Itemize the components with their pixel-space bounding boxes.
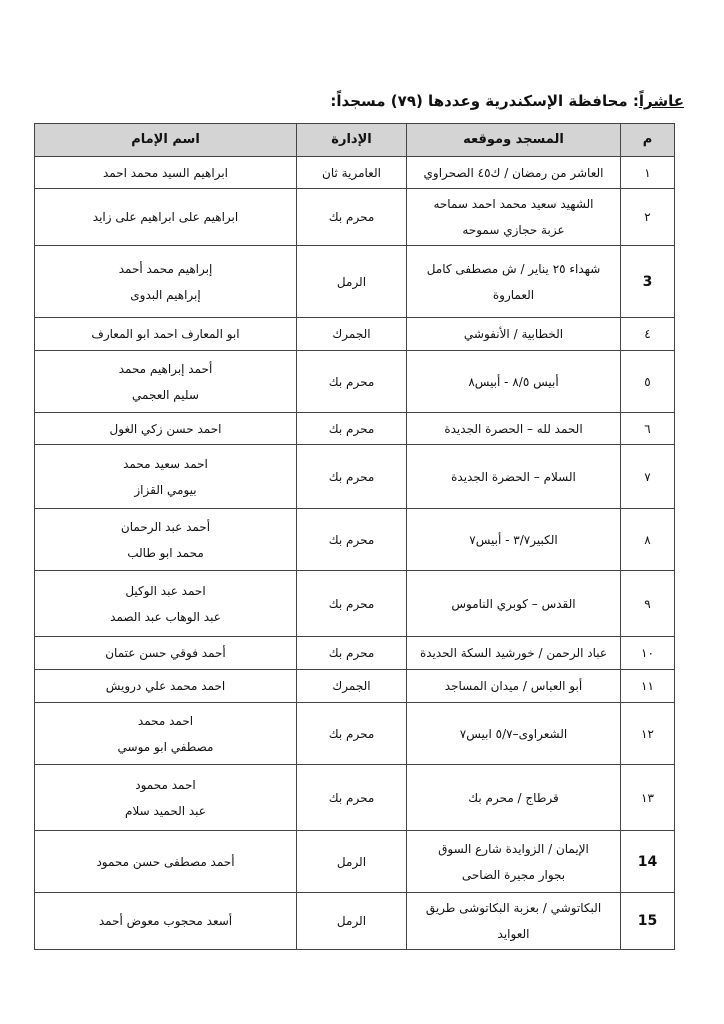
heading-rest: : محافظة الإسكندرية وعددها (٧٩) مسجداً: [330,92,639,110]
imam-cell [35,893,297,950]
admin-cell: الرمل [297,831,407,893]
imam-line: إبراهيم محمد أحمد [118,261,213,276]
admin-cell: محرم بك [297,445,407,509]
mosques-table [34,123,675,950]
mosque-line: الشهيد سعيد محمد احمد سماحه [433,197,594,211]
admin-cell: محرم بك [297,703,407,765]
admin-cell: الجمرك [297,318,407,351]
imam-cell [35,413,297,445]
heading-lead: عاشراً [638,92,684,110]
mosque-cell [407,831,621,893]
imam-line: احمد محمد علي درويش [105,679,226,693]
imam-line: ابراهيم على ابراهيم على زايد [92,210,239,224]
imam-line: سليم العجمي [132,387,199,402]
mosque-line: العماروة [492,287,535,302]
mosque-line: الحمد لله – الحصرة الجديدة [444,421,583,436]
table-row [35,509,675,571]
row-number: ٧ [621,445,675,509]
table-row [35,765,675,831]
mosque-line: القدس – كوبري الناموس [451,596,576,611]
admin-cell: محرم بك [297,765,407,831]
header-mosque: المسجد وموقعه [407,124,621,157]
admin-cell: محرم بك [297,351,407,413]
table-row [35,893,675,950]
mosque-cell [407,637,621,670]
row-number: ١٢ [621,703,675,765]
row-number: ٦ [621,413,675,445]
table-row [35,413,675,445]
imam-line: احمد محمد [137,713,194,728]
mosque-cell [407,445,621,509]
imam-line: مصطفي ابو موسي [117,739,214,754]
imam-cell [35,351,297,413]
row-number: ٥ [621,351,675,413]
imam-line: ابو المعارف احمد ابو المعارف [91,327,240,341]
mosque-cell [407,413,621,445]
table-row [35,831,675,893]
admin-cell: الرمل [297,246,407,318]
row-number: 3 [621,246,675,318]
imam-cell [35,765,297,831]
table-body [35,157,675,950]
mosque-cell [407,765,621,831]
mosque-line: العاشر من رمضان / ك٤٥ الصحراوي [423,165,604,180]
imam-line: احمد محمود [135,777,196,792]
table-row [35,637,675,670]
row-number: ١١ [621,670,675,703]
mosque-cell [407,189,621,246]
mosque-line: عزبة حجازي سموحه [462,223,565,237]
row-number: ١٠ [621,637,675,670]
mosque-line: عباد الرحمن / خورشيد السكة الحديدة [419,646,608,660]
imam-line: أحمد مصطفى حسن محمود [96,854,235,869]
mosque-line: أبيس ٨/٥ - أبيس٨ [468,374,559,389]
header-imam: اسم الإمام [35,124,297,157]
imam-line: أحمد فوقي حسن عتمان [105,646,226,660]
header-admin: الإدارة [297,124,407,157]
mosque-cell [407,509,621,571]
mosque-line: البكاتوشي / بعزبة البكاتوشى طريق العوايد [425,901,602,941]
imam-cell [35,509,297,571]
mosque-line: السلام – الحضرة الجديدة [451,469,576,484]
table-row [35,703,675,765]
imam-cell [35,831,297,893]
row-number: ١٣ [621,765,675,831]
mosque-line: الكبير٣/٧ - أبيس٧ [469,532,558,547]
imam-cell [35,445,297,509]
imam-line: ابراهيم السيد محمد احمد [102,165,229,180]
table-row [35,246,675,318]
row-number: ٩ [621,571,675,637]
table-header-row [35,124,675,157]
imam-line: عبد الوهاب عبد الصمد [110,609,221,624]
imam-cell [35,246,297,318]
table-row [35,189,675,246]
mosque-cell [407,703,621,765]
table-row [35,351,675,413]
table-row [35,318,675,351]
mosque-line: الإيمان / الزوايدة شارع السوق [438,841,589,856]
mosque-cell [407,670,621,703]
imam-cell [35,670,297,703]
admin-cell: الجمرك [297,670,407,703]
table-row [35,445,675,509]
mosque-line: الشعراوى–٥/٧ ابيس٧ [459,726,568,741]
admin-cell: الرمل [297,893,407,950]
table-row [35,571,675,637]
imam-line: بيومي القزاز [134,482,197,497]
imam-line: أسعد محجوب معوض أحمد [98,914,233,928]
imam-cell [35,189,297,246]
mosque-cell [407,157,621,189]
mosque-line: بجوار مجيرة الضاحى [461,867,566,882]
row-number: ٨ [621,509,675,571]
admin-cell: محرم بك [297,189,407,246]
mosque-line: الخطابية / الأنفوشي [463,327,564,341]
row-number: 15 [621,893,675,950]
row-number: ١ [621,157,675,189]
mosque-line: قرطاج / محرم بك [468,790,559,805]
imam-line: احمد سعيد محمد [123,456,208,471]
imam-line: أحمد عبد الرحمان [120,519,211,534]
admin-cell: العامرية ثان [297,157,407,189]
admin-cell: محرم بك [297,509,407,571]
table-row [35,670,675,703]
mosque-cell [407,246,621,318]
imam-cell [35,637,297,670]
table-row [35,157,675,189]
imam-line: محمد ابو طالب [127,545,204,560]
admin-cell: محرم بك [297,637,407,670]
row-number: ٤ [621,318,675,351]
imam-line: عبد الحميد سلام [125,803,206,818]
admin-cell: محرم بك [297,571,407,637]
imam-line: احمد عبد الوكيل [125,583,206,598]
row-number: ٢ [621,189,675,246]
mosque-cell [407,893,621,950]
section-heading [34,92,684,110]
row-number: 14 [621,831,675,893]
imam-cell [35,157,297,189]
admin-cell: محرم بك [297,413,407,445]
imam-line: احمد حسن زكي الغول [109,421,222,436]
mosque-cell [407,318,621,351]
mosque-cell [407,351,621,413]
imam-cell [35,318,297,351]
imam-cell [35,703,297,765]
imam-line: أحمد إبراهيم محمد [118,361,213,376]
mosque-line: أبو العباس / ميدان المساجد [444,679,583,693]
imam-cell [35,571,297,637]
mosque-cell [407,571,621,637]
header-num: م [621,124,675,157]
mosque-line: شهداء ٢٥ يناير / ش مصطفى كامل [426,261,601,276]
imam-line: إبراهيم البدوى [130,287,201,302]
